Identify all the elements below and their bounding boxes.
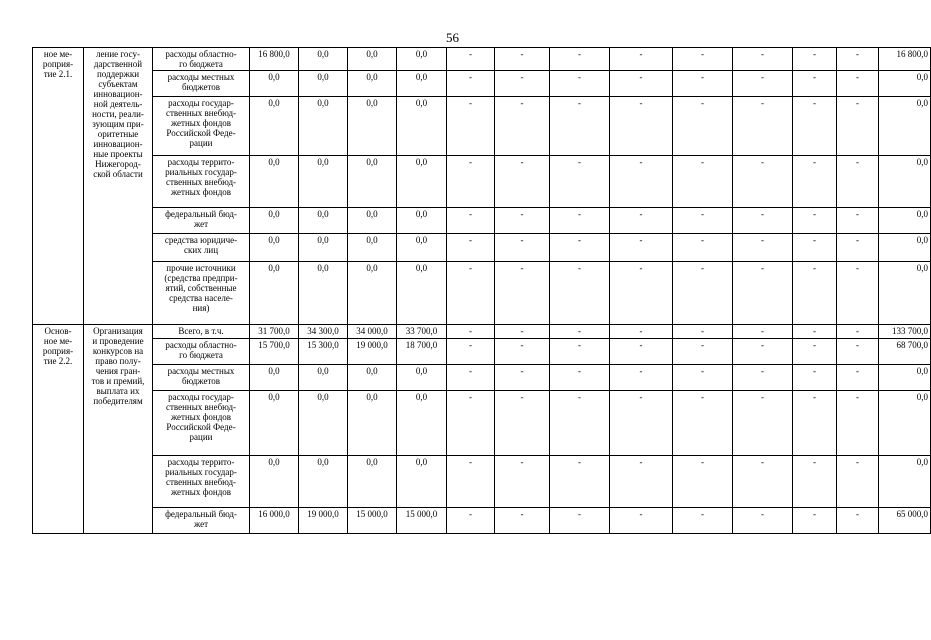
empty-value-cell: - bbox=[733, 339, 793, 365]
year-value-cell: 0,0 bbox=[250, 208, 299, 234]
empty-value-cell: - bbox=[837, 262, 879, 325]
funding-source-cell: расходы государ- ственных внебюд- жетных фондов Российской Феде- рации bbox=[153, 391, 250, 456]
empty-value-cell: - bbox=[447, 391, 495, 456]
empty-value-cell: - bbox=[793, 208, 837, 234]
empty-value-cell: - bbox=[495, 97, 550, 156]
empty-value-cell: - bbox=[793, 262, 837, 325]
event-number-cell: Основ- ное ме- роприя- тие 2.2. bbox=[33, 325, 84, 534]
empty-value-cell: - bbox=[550, 325, 610, 339]
year-value-cell: 0,0 bbox=[250, 456, 299, 508]
empty-value-cell: - bbox=[793, 365, 837, 391]
empty-value-cell: - bbox=[447, 365, 495, 391]
empty-value-cell: - bbox=[673, 208, 733, 234]
empty-value-cell: - bbox=[837, 48, 879, 71]
funding-source-cell: расходы областно- го бюджета bbox=[153, 339, 250, 365]
empty-value-cell: - bbox=[610, 208, 673, 234]
empty-value-cell: - bbox=[733, 391, 793, 456]
empty-value-cell: - bbox=[610, 156, 673, 208]
year-value-cell: 0,0 bbox=[250, 365, 299, 391]
empty-value-cell: - bbox=[495, 339, 550, 365]
empty-value-cell: - bbox=[673, 339, 733, 365]
empty-value-cell: - bbox=[673, 71, 733, 97]
empty-value-cell: - bbox=[793, 391, 837, 456]
year-value-cell: 0,0 bbox=[397, 156, 447, 208]
empty-value-cell: - bbox=[837, 71, 879, 97]
empty-value-cell: - bbox=[495, 262, 550, 325]
empty-value-cell: - bbox=[550, 48, 610, 71]
funding-source-cell: расходы террито- риальных государ- ственных внебюд- жетных фондов bbox=[153, 456, 250, 508]
empty-value-cell: - bbox=[495, 234, 550, 262]
empty-value-cell: - bbox=[733, 325, 793, 339]
empty-value-cell: - bbox=[550, 97, 610, 156]
empty-value-cell: - bbox=[673, 325, 733, 339]
empty-value-cell: - bbox=[447, 208, 495, 234]
year-value-cell: 0,0 bbox=[250, 71, 299, 97]
empty-value-cell: - bbox=[610, 234, 673, 262]
empty-value-cell: - bbox=[733, 262, 793, 325]
empty-value-cell: - bbox=[837, 339, 879, 365]
empty-value-cell: - bbox=[733, 234, 793, 262]
empty-value-cell: - bbox=[610, 365, 673, 391]
funding-source-cell: Всего, в т.ч. bbox=[153, 325, 250, 339]
year-value-cell: 16 000,0 bbox=[250, 508, 299, 534]
empty-value-cell: - bbox=[550, 208, 610, 234]
empty-value-cell: - bbox=[610, 325, 673, 339]
empty-value-cell: - bbox=[550, 156, 610, 208]
empty-value-cell: - bbox=[837, 234, 879, 262]
empty-value-cell: - bbox=[495, 365, 550, 391]
empty-value-cell: - bbox=[793, 456, 837, 508]
empty-value-cell: - bbox=[550, 71, 610, 97]
year-value-cell: 0,0 bbox=[348, 365, 397, 391]
empty-value-cell: - bbox=[837, 208, 879, 234]
funding-source-cell: расходы местных бюджетов bbox=[153, 71, 250, 97]
empty-value-cell: - bbox=[550, 456, 610, 508]
year-value-cell: 0,0 bbox=[250, 156, 299, 208]
empty-value-cell: - bbox=[673, 456, 733, 508]
year-value-cell: 0,0 bbox=[397, 456, 447, 508]
empty-value-cell: - bbox=[733, 71, 793, 97]
year-value-cell: 0,0 bbox=[299, 234, 348, 262]
year-value-cell: 19 000,0 bbox=[348, 339, 397, 365]
empty-value-cell: - bbox=[495, 391, 550, 456]
year-value-cell: 0,0 bbox=[299, 71, 348, 97]
year-value-cell: 0,0 bbox=[397, 262, 447, 325]
empty-value-cell: - bbox=[673, 262, 733, 325]
empty-value-cell: - bbox=[733, 97, 793, 156]
empty-value-cell: - bbox=[447, 262, 495, 325]
empty-value-cell: - bbox=[733, 456, 793, 508]
year-value-cell: 0,0 bbox=[250, 234, 299, 262]
empty-value-cell: - bbox=[673, 365, 733, 391]
empty-value-cell: - bbox=[610, 339, 673, 365]
empty-value-cell: - bbox=[793, 339, 837, 365]
year-value-cell: 34 300,0 bbox=[299, 325, 348, 339]
empty-value-cell: - bbox=[793, 325, 837, 339]
empty-value-cell: - bbox=[550, 391, 610, 456]
funding-source-cell: расходы террито- риальных государ- ственных внебюд- жетных фондов bbox=[153, 156, 250, 208]
total-cell: 0,0 bbox=[879, 365, 931, 391]
empty-value-cell: - bbox=[673, 391, 733, 456]
year-value-cell: 0,0 bbox=[348, 456, 397, 508]
funding-source-cell: расходы государ- ственных внебюд- жетных фондов Российской Феде- рации bbox=[153, 97, 250, 156]
funding-source-cell: федеральный бюд- жет bbox=[153, 508, 250, 534]
year-value-cell: 0,0 bbox=[348, 391, 397, 456]
empty-value-cell: - bbox=[673, 156, 733, 208]
empty-value-cell: - bbox=[793, 97, 837, 156]
empty-value-cell: - bbox=[610, 508, 673, 534]
table-row bbox=[33, 456, 931, 508]
empty-value-cell: - bbox=[495, 48, 550, 71]
year-value-cell: 0,0 bbox=[250, 262, 299, 325]
empty-value-cell: - bbox=[837, 97, 879, 156]
empty-value-cell: - bbox=[550, 365, 610, 391]
table-row bbox=[33, 97, 931, 156]
event-name-cell: Организация и проведение конкурсов на право полу- чения гран- тов и премий, выплата их победителям bbox=[84, 325, 153, 534]
empty-value-cell: - bbox=[793, 48, 837, 71]
year-value-cell: 0,0 bbox=[299, 391, 348, 456]
total-cell: 68 700,0 bbox=[879, 339, 931, 365]
year-value-cell: 19 000,0 bbox=[299, 508, 348, 534]
empty-value-cell: - bbox=[793, 508, 837, 534]
empty-value-cell: - bbox=[447, 156, 495, 208]
table-row bbox=[33, 508, 931, 534]
empty-value-cell: - bbox=[793, 156, 837, 208]
empty-value-cell: - bbox=[550, 508, 610, 534]
empty-value-cell: - bbox=[550, 262, 610, 325]
year-value-cell: 0,0 bbox=[299, 156, 348, 208]
empty-value-cell: - bbox=[447, 325, 495, 339]
table-row bbox=[33, 208, 931, 234]
year-value-cell: 0,0 bbox=[397, 234, 447, 262]
empty-value-cell: - bbox=[733, 208, 793, 234]
funding-source-cell: средства юридиче- ских лиц bbox=[153, 234, 250, 262]
table-row bbox=[33, 339, 931, 365]
table-row bbox=[33, 365, 931, 391]
page-number: 56 bbox=[446, 30, 459, 45]
empty-value-cell: - bbox=[447, 508, 495, 534]
year-value-cell: 34 000,0 bbox=[348, 325, 397, 339]
total-cell: 0,0 bbox=[879, 208, 931, 234]
year-value-cell: 0,0 bbox=[397, 391, 447, 456]
empty-value-cell: - bbox=[733, 365, 793, 391]
empty-value-cell: - bbox=[837, 156, 879, 208]
empty-value-cell: - bbox=[610, 48, 673, 71]
total-cell: 0,0 bbox=[879, 456, 931, 508]
year-value-cell: 0,0 bbox=[299, 456, 348, 508]
table-row bbox=[33, 262, 931, 325]
year-value-cell: 0,0 bbox=[348, 156, 397, 208]
empty-value-cell: - bbox=[610, 456, 673, 508]
empty-value-cell: - bbox=[495, 508, 550, 534]
table-row bbox=[33, 71, 931, 97]
year-value-cell: 0,0 bbox=[250, 391, 299, 456]
year-value-cell: 0,0 bbox=[348, 71, 397, 97]
empty-value-cell: - bbox=[793, 234, 837, 262]
year-value-cell: 33 700,0 bbox=[397, 325, 447, 339]
empty-value-cell: - bbox=[550, 234, 610, 262]
year-value-cell: 31 700,0 bbox=[250, 325, 299, 339]
year-value-cell: 0,0 bbox=[348, 97, 397, 156]
budget-table bbox=[32, 47, 931, 534]
empty-value-cell: - bbox=[733, 508, 793, 534]
empty-value-cell: - bbox=[495, 71, 550, 97]
empty-value-cell: - bbox=[733, 48, 793, 71]
total-cell: 0,0 bbox=[879, 234, 931, 262]
year-value-cell: 0,0 bbox=[348, 262, 397, 325]
year-value-cell: 0,0 bbox=[250, 97, 299, 156]
empty-value-cell: - bbox=[447, 97, 495, 156]
empty-value-cell: - bbox=[733, 156, 793, 208]
total-cell: 0,0 bbox=[879, 71, 931, 97]
empty-value-cell: - bbox=[837, 391, 879, 456]
year-value-cell: 0,0 bbox=[348, 234, 397, 262]
event-number-cell: ное ме- роприя- тие 2.1. bbox=[33, 48, 84, 325]
empty-value-cell: - bbox=[495, 208, 550, 234]
empty-value-cell: - bbox=[495, 456, 550, 508]
empty-value-cell: - bbox=[447, 71, 495, 97]
empty-value-cell: - bbox=[673, 48, 733, 71]
empty-value-cell: - bbox=[550, 339, 610, 365]
year-value-cell: 0,0 bbox=[299, 365, 348, 391]
empty-value-cell: - bbox=[837, 325, 879, 339]
year-value-cell: 0,0 bbox=[348, 208, 397, 234]
table-row bbox=[33, 48, 931, 71]
empty-value-cell: - bbox=[447, 339, 495, 365]
year-value-cell: 0,0 bbox=[299, 48, 348, 71]
year-value-cell: 0,0 bbox=[299, 262, 348, 325]
empty-value-cell: - bbox=[447, 456, 495, 508]
empty-value-cell: - bbox=[447, 48, 495, 71]
empty-value-cell: - bbox=[673, 234, 733, 262]
empty-value-cell: - bbox=[610, 391, 673, 456]
year-value-cell: 0,0 bbox=[397, 365, 447, 391]
total-cell: 0,0 bbox=[879, 391, 931, 456]
table-row bbox=[33, 156, 931, 208]
total-cell: 0,0 bbox=[879, 156, 931, 208]
empty-value-cell: - bbox=[793, 71, 837, 97]
empty-value-cell: - bbox=[837, 508, 879, 534]
empty-value-cell: - bbox=[837, 456, 879, 508]
funding-source-cell: федеральный бюд- жет bbox=[153, 208, 250, 234]
year-value-cell: 18 700,0 bbox=[397, 339, 447, 365]
total-cell: 65 000,0 bbox=[879, 508, 931, 534]
year-value-cell: 15 000,0 bbox=[348, 508, 397, 534]
year-value-cell: 15 000,0 bbox=[397, 508, 447, 534]
total-cell: 16 800,0 bbox=[879, 48, 931, 71]
empty-value-cell: - bbox=[610, 262, 673, 325]
event-name-cell: ление госу- дарственной поддержки субъектам инновацион- ной деятель- ности, реали- зующим при- оритетные инновацион- ные проекты Нижегород- ской области bbox=[84, 48, 153, 325]
total-cell: 0,0 bbox=[879, 262, 931, 325]
empty-value-cell: - bbox=[837, 365, 879, 391]
year-value-cell: 0,0 bbox=[397, 71, 447, 97]
empty-value-cell: - bbox=[673, 97, 733, 156]
table-row bbox=[33, 234, 931, 262]
empty-value-cell: - bbox=[495, 325, 550, 339]
year-value-cell: 15 300,0 bbox=[299, 339, 348, 365]
year-value-cell: 0,0 bbox=[397, 48, 447, 71]
empty-value-cell: - bbox=[447, 234, 495, 262]
funding-source-cell: расходы местных бюджетов bbox=[153, 365, 250, 391]
empty-value-cell: - bbox=[673, 508, 733, 534]
year-value-cell: 0,0 bbox=[299, 208, 348, 234]
table-row bbox=[33, 391, 931, 456]
year-value-cell: 16 800,0 bbox=[250, 48, 299, 71]
empty-value-cell: - bbox=[610, 71, 673, 97]
funding-source-cell: расходы областно- го бюджета bbox=[153, 48, 250, 71]
year-value-cell: 15 700,0 bbox=[250, 339, 299, 365]
empty-value-cell: - bbox=[495, 156, 550, 208]
total-cell: 0,0 bbox=[879, 97, 931, 156]
empty-value-cell: - bbox=[610, 97, 673, 156]
year-value-cell: 0,0 bbox=[348, 48, 397, 71]
funding-source-cell: прочие источники (средства предпри- ятий, собственные средства населе- ния) bbox=[153, 262, 250, 325]
year-value-cell: 0,0 bbox=[397, 97, 447, 156]
year-value-cell: 0,0 bbox=[397, 208, 447, 234]
table-row bbox=[33, 325, 931, 339]
total-cell: 133 700,0 bbox=[879, 325, 931, 339]
year-value-cell: 0,0 bbox=[299, 97, 348, 156]
